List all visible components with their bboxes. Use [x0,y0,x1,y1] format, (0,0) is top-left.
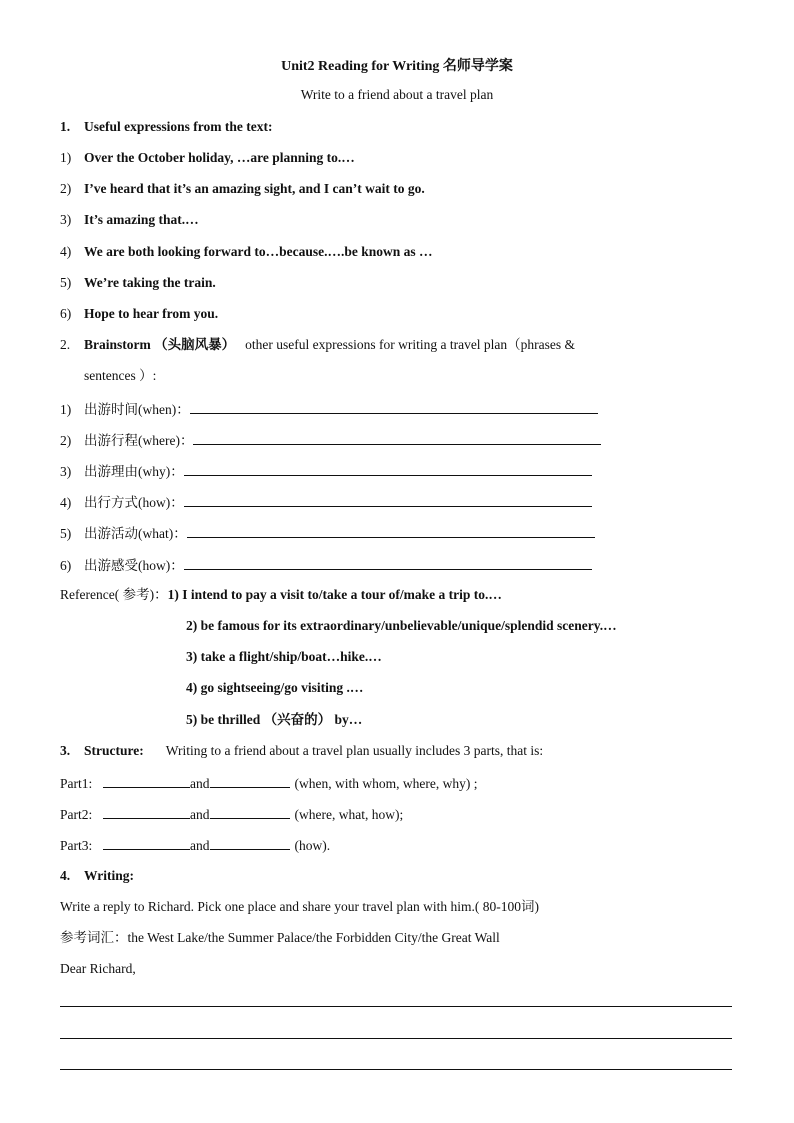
part-and: and [190,807,210,822]
section2-label: 2. [60,337,71,352]
answer-blank[interactable] [103,773,190,788]
answer-blank[interactable] [210,773,290,788]
item-number: 1) [60,150,72,165]
section2-heading-text: Brainstorm （头脑风暴） [84,337,236,352]
writing-line[interactable] [60,1038,732,1039]
answer-blank[interactable] [193,430,601,445]
reference-item: 1) I intend to pay a visit to/take a tour of/make a trip to.… [167,587,502,602]
section3-heading [60,742,543,760]
list-item [60,274,216,292]
section1-heading [60,118,272,136]
part-label: Part1: [60,776,93,791]
list-item [60,243,433,261]
brainstorm-item [60,399,598,419]
section4-heading [60,867,134,885]
answer-blank[interactable] [103,835,190,850]
expression-text: I’ve heard that it’s an amazing sight, and I can’t wait to go. [84,181,425,196]
section1-label: 1. [60,119,71,134]
list-item [60,211,199,229]
expression-text: Hope to hear from you. [84,306,219,321]
answer-blank[interactable] [210,835,290,850]
answer-blank[interactable] [184,492,592,507]
reference-item: 4) go sightseeing/go visiting .… [186,680,364,695]
part-label: Part3: [60,838,93,853]
expression-text: Over the October holiday, …are planning to.… [84,150,355,165]
part-and: and [190,776,210,791]
part-hint: (where, what, how); [294,807,404,822]
item-number: 2) [60,433,72,448]
writing-line[interactable] [60,1006,732,1007]
structure-part [60,773,477,793]
brainstorm-item [60,555,592,575]
brainstorm-item [60,492,592,512]
item-number: 1) [60,402,72,417]
item-number: 6) [60,558,72,573]
writing-vocab: 参考词汇：the West Lake/the Summer Palace/the Forbidden City/the Great Wall [60,930,500,945]
section2-intro-cont: sentences ）: [84,368,157,383]
item-number: 4) [60,244,72,259]
reference-line [60,586,502,604]
reference-label: Reference( 参考)： [60,587,168,602]
part-hint: (when, with whom, where, why) ; [294,776,478,791]
section4-heading-text: Writing: [84,868,134,883]
brainstorm-item [60,461,592,481]
list-item [60,305,218,323]
section3-label: 3. [60,743,71,758]
brainstorm-label: 出行方式(how)： [84,495,184,510]
answer-blank[interactable] [190,399,598,414]
writing-line[interactable] [60,1069,732,1070]
brainstorm-label: 出游感受(how)： [84,558,184,573]
item-number: 2) [60,181,72,196]
brainstorm-label: 出游行程(where)： [84,433,194,448]
section3-heading-text: Structure: [84,743,144,758]
answer-blank[interactable] [184,461,592,476]
brainstorm-label: 出游理由(why)： [84,464,184,479]
brainstorm-item [60,523,595,543]
brainstorm-label: 出游时间(when)： [84,402,190,417]
answer-blank[interactable] [210,804,290,819]
answer-blank[interactable] [184,555,592,570]
expression-text: It’s amazing that.… [84,212,199,227]
part-hint: (how). [294,838,331,853]
section2-intro: other useful expressions for writing a travel plan（phrases & [245,337,576,352]
page-title: Unit2 Reading for Writing 名师导学案 [281,59,513,74]
writing-task: Write a reply to Richard. Pick one place and share your travel plan with him.( 80-100词) [60,899,539,914]
reference-item: 2) be famous for its extraordinary/unbelievable/unique/splendid scenery.… [186,618,617,633]
item-number: 5) [60,526,72,541]
structure-part [60,835,330,855]
item-number: 5) [60,275,72,290]
section1-heading-text: Useful expressions from the text: [84,119,273,134]
reference-item: 3) take a flight/ship/boat…hike.… [186,649,382,664]
answer-blank[interactable] [187,523,595,538]
section2-heading [60,336,575,354]
structure-part [60,804,403,824]
expression-text: We are both looking forward to…because.….be known as … [84,244,433,259]
item-number: 3) [60,464,72,479]
page-subtitle: Write to a friend about a travel plan [300,87,494,102]
section4-label: 4. [60,868,71,883]
item-number: 6) [60,306,72,321]
expression-text: We’re taking the train. [84,275,216,290]
item-number: 3) [60,212,72,227]
reference-item: 5) be thrilled （兴奋的） by… [186,712,363,727]
item-number: 4) [60,495,72,510]
part-and: and [190,838,210,853]
brainstorm-label: 出游活动(what)： [84,526,187,541]
brainstorm-item [60,430,601,450]
letter-greeting: Dear Richard, [60,961,136,976]
list-item [60,149,355,167]
answer-blank[interactable] [103,804,190,819]
part-label: Part2: [60,807,93,822]
list-item [60,180,425,198]
section3-intro: Writing to a friend about a travel plan usually includes 3 parts, that is: [165,743,544,758]
